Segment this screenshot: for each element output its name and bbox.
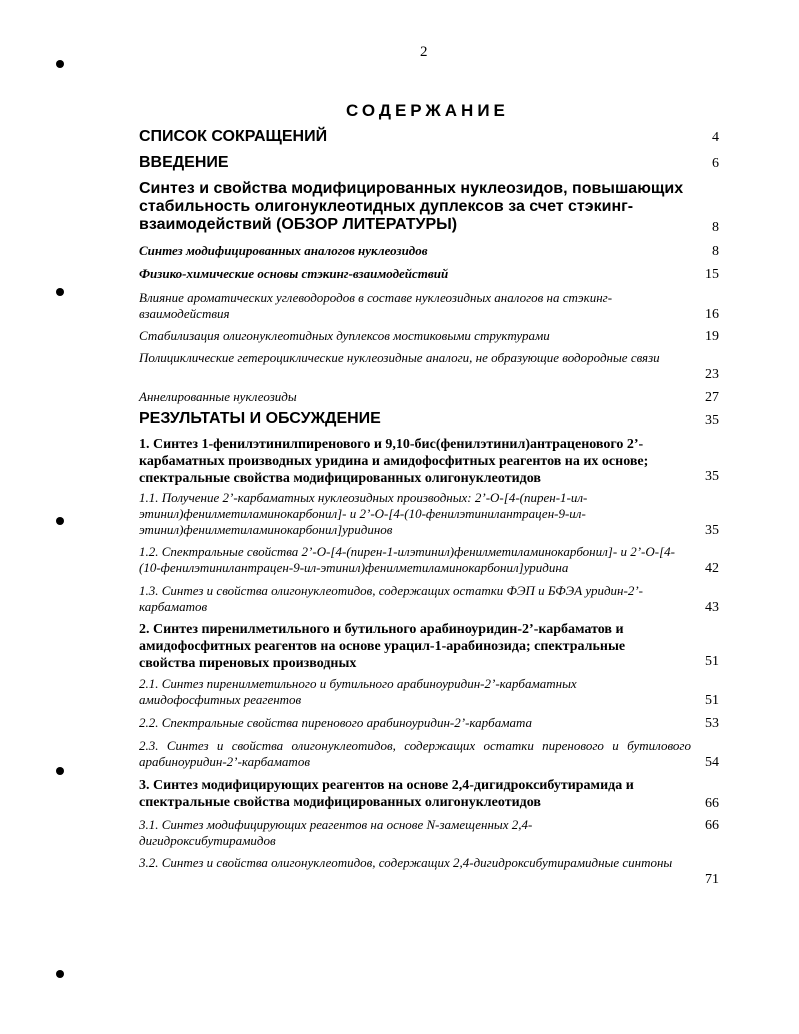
toc-entry-polycyclic-analogs[interactable]: Полициклические гетероциклические нуклеозидные аналоги, не образующие водородные связи bbox=[139, 350, 660, 365]
toc-page-number: 51 bbox=[705, 654, 719, 669]
toc-entry-abbreviations[interactable]: СПИСОК СОКРАЩЕНИЙ bbox=[139, 128, 328, 145]
toc-page-number: 27 bbox=[705, 390, 719, 405]
toc-page-number: 66 bbox=[705, 796, 719, 811]
toc-entry-section-1-2[interactable]: 1.2. Спектральные свойства 2’-О-[4-(пирен-1-илэтинил)фенилметиламинокарбонил]- и 2’-О-[4-(10-фенилэтинилантрацен-9-ил-этинил)фенилметиламинокарбонил]уридина bbox=[139, 544, 675, 575]
toc-entry-bridged-structures[interactable]: Стабилизация олигонуклеотидных дуплексов мостиковыми структурами bbox=[139, 328, 550, 343]
toc-entry-section-2-1[interactable]: 2.1. Синтез пиренилметильного и бутильного арабиноуридин-2’-карбаматных амидофосфитных реагентов bbox=[139, 676, 577, 707]
toc-page-number: 51 bbox=[705, 693, 719, 708]
toc-page-number: 35 bbox=[705, 523, 719, 538]
toc-entry-section-3-1[interactable]: 3.1. Синтез модифицирующих реагентов на основе N-замещенных 2,4-дигидроксибутирамидов bbox=[139, 817, 533, 848]
punch-hole-mark bbox=[56, 288, 64, 296]
toc-entry-section-1-1[interactable]: 1.1. Получение 2’-карбаматных нуклеозидных производных: 2’-О-[4-(пирен-1-ил-этинил)фенилметиламинокарбонил]- и 2’-О-[4-(10-фенилэтинилантрацен-9-ил-этинил)фенилметиламинокарбонил]уридинов bbox=[139, 490, 588, 537]
toc-entry-aromatic-hydrocarbons[interactable]: Влияние ароматических углеводородов в составе нуклеозидных аналогов на стэкинг-взаимодействия bbox=[139, 290, 613, 321]
punch-hole-mark bbox=[56, 60, 64, 68]
toc-page-number: 35 bbox=[705, 469, 719, 484]
toc-page-number: 42 bbox=[705, 561, 719, 576]
toc-page-number: 54 bbox=[705, 755, 719, 770]
toc-entry-section-1-3[interactable]: 1.3. Синтез и свойства олигонуклеотидов, содержащих остатки ФЭП и БФЭА уридин-2’-карбаматов bbox=[139, 583, 643, 614]
toc-page-number: 15 bbox=[705, 267, 719, 282]
toc-entry-section-2[interactable]: 2. Синтез пиренилметильного и бутильного арабиноуридин-2’-карбаматов и амидофосфитных реагентов на основе урацил-1-арабинозида; спектральные свойства пиреновых производных bbox=[139, 622, 626, 671]
toc-entry-section-3[interactable]: 3. Синтез модифицирующих реагентов на основе 2,4-дигидроксибутирамида и спектральные свойства модифицированных олигонуклеотидов bbox=[139, 778, 634, 810]
toc-page-number: 8 bbox=[712, 220, 719, 235]
toc-entry-literature-review[interactable]: Синтез и свойства модифицированных нуклеозидов, повышающих стабильность олигонуклеотидных дуплексов за счет стэкинг-взаимодействий (ОБЗОР ЛИТЕРАТУРЫ) bbox=[139, 180, 684, 233]
toc-entry-section-2-2[interactable]: 2.2. Спектральные свойства пиренового арабиноуридин-2’-карбамата bbox=[139, 715, 533, 730]
toc-entry-results[interactable]: РЕЗУЛЬТАТЫ И ОБСУЖДЕНИЕ bbox=[139, 410, 381, 427]
toc-page-number: 6 bbox=[712, 156, 719, 171]
toc-page-number: 8 bbox=[712, 244, 719, 259]
page-number: 2 bbox=[420, 44, 428, 60]
toc-page-number: 43 bbox=[705, 600, 719, 615]
toc-page-number: 19 bbox=[705, 329, 719, 344]
punch-hole-mark bbox=[56, 517, 64, 525]
toc-title: СОДЕРЖАНИЕ bbox=[346, 101, 509, 120]
toc-entry-synthesis-analogs[interactable]: Синтез модифицированных аналогов нуклеозидов bbox=[139, 243, 428, 258]
toc-page-number: 4 bbox=[712, 130, 719, 145]
toc-page-number: 35 bbox=[705, 413, 719, 428]
toc-page-number: 53 bbox=[705, 716, 719, 731]
toc-page-number: 23 bbox=[705, 367, 719, 382]
toc-entry-section-3-2[interactable]: 3.2. Синтез и свойства олигонуклеотидов, содержащих 2,4-дигидроксибутирамидные синтоны bbox=[139, 855, 673, 870]
toc-entry-section-1[interactable]: 1. Синтез 1-фенилэтинилпиренового и 9,10-бис(фенилэтинил)антраценового 2’-карбаматных производных уридина и амидофосфитных реагентов на их основе; спектральные свойства модифицированных олигонуклеотидов bbox=[139, 437, 649, 486]
toc-entry-annelated-nucleosides[interactable]: Аннелированные нуклеозиды bbox=[139, 389, 297, 404]
toc-entry-section-2-3[interactable]: 2.3. Синтез и свойства олигонуклеотидов, содержащих остатки пиренового и бутилового арабиноуридин-2’-карбаматов bbox=[139, 738, 691, 769]
toc-page-number: 71 bbox=[705, 872, 719, 887]
punch-hole-mark bbox=[56, 970, 64, 978]
punch-hole-mark bbox=[56, 767, 64, 775]
toc-page-number: 66 bbox=[705, 818, 719, 833]
toc-entry-introduction[interactable]: ВВЕДЕНИЕ bbox=[139, 154, 229, 171]
toc-page-number: 16 bbox=[705, 307, 719, 322]
toc-entry-stacking-basics[interactable]: Физико-химические основы стэкинг-взаимодействий bbox=[139, 266, 449, 281]
